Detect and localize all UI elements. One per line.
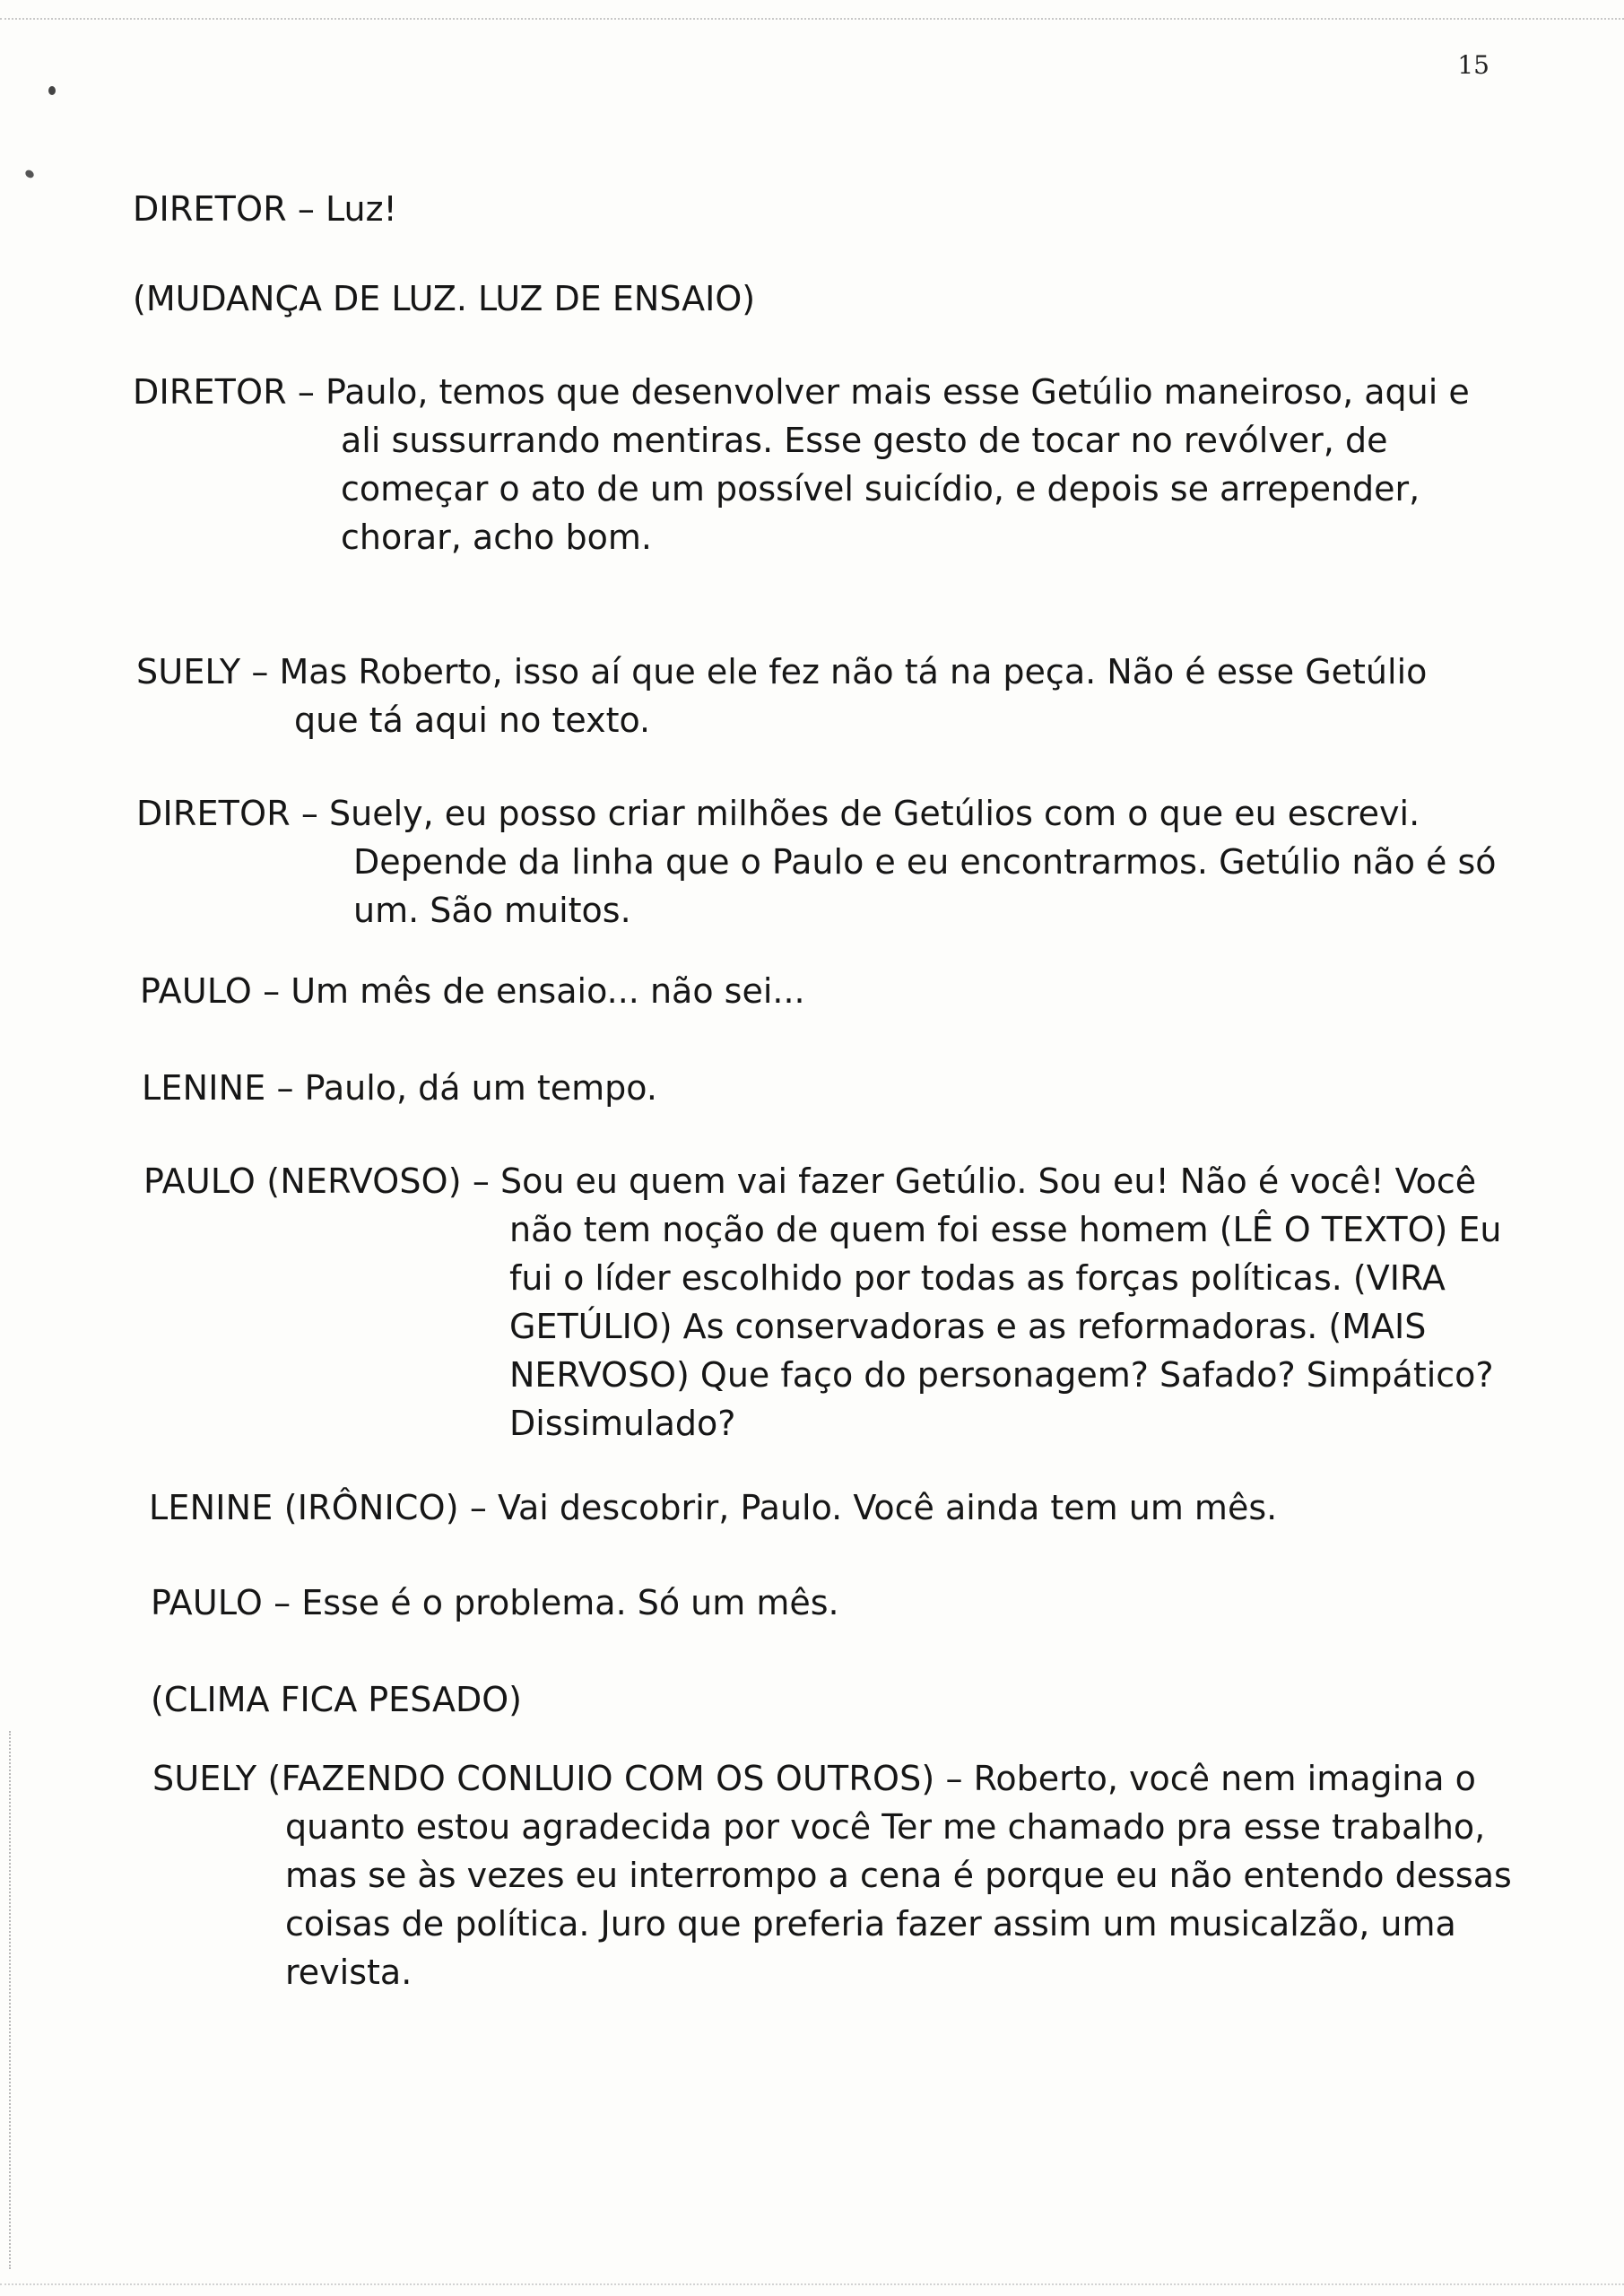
speaker-name: PAULO (NERVOSO) bbox=[143, 1161, 462, 1201]
stage-direction bbox=[133, 274, 755, 323]
stage-direction-line: (CLIMA FICA PESADO) bbox=[151, 1680, 523, 1719]
dialogue-line: Vai descobrir, Paulo. Você ainda tem um mês. bbox=[497, 1488, 1278, 1527]
dialogue-line: Suely, eu posso criar milhões de Getúlios com o que eu escrevi. bbox=[328, 794, 1420, 833]
scan-edge-left bbox=[9, 1731, 11, 2269]
speaker-name: SUELY bbox=[136, 652, 241, 691]
dialogue-line: Um mês de ensaio... não sei... bbox=[291, 971, 805, 1011]
scan-speck bbox=[24, 169, 36, 179]
dialogue-line: não tem noção de quem foi esse homem (LÊ O TEXTO) Eu bbox=[509, 1210, 1502, 1249]
dialogue-line: fui o líder escolhido por todas as forças políticas. (VIRA bbox=[509, 1258, 1446, 1298]
dialogue-block bbox=[140, 967, 805, 1015]
speaker-name: LENINE bbox=[142, 1068, 266, 1108]
dialogue-line: Luz! bbox=[325, 189, 397, 229]
dialogue-line: mas se às vezes eu interrompo a cena é porque eu não entendo dessas bbox=[285, 1856, 1512, 1895]
dialogue-block bbox=[133, 185, 397, 233]
dialogue-line: NERVOSO) Que faço do personagem? Safado? Simpático? bbox=[509, 1355, 1494, 1395]
dialogue-block bbox=[136, 789, 1497, 935]
stage-direction bbox=[151, 1675, 522, 1724]
speaker-dash: – bbox=[461, 1161, 500, 1201]
speaker-dash: – bbox=[240, 652, 280, 691]
dialogue-line: chorar, acho bom. bbox=[341, 517, 652, 557]
dialogue-line: que tá aqui no texto. bbox=[294, 700, 651, 740]
dialogue-block bbox=[133, 368, 1470, 561]
speaker-dash: – bbox=[265, 1068, 305, 1108]
speaker-name: DIRETOR bbox=[136, 794, 291, 833]
dialogue-line: Paulo, dá um tempo. bbox=[304, 1068, 657, 1108]
scan-edge-top bbox=[0, 18, 1624, 20]
dialogue-line: Roberto, você nem imagina o bbox=[973, 1759, 1476, 1798]
speaker-dash: – bbox=[263, 1583, 302, 1622]
dialogue-line: Mas Roberto, isso aí que ele fez não tá na peça. Não é esse Getúlio bbox=[279, 652, 1428, 691]
speaker-name: DIRETOR bbox=[133, 372, 287, 412]
dialogue-line: um. São muitos. bbox=[353, 891, 631, 930]
dialogue-line: Paulo, temos que desenvolver mais esse Getúlio maneiroso, aqui e bbox=[325, 372, 1470, 412]
dialogue-line: Sou eu quem vai fazer Getúlio. Sou eu! Não é você! Você bbox=[499, 1161, 1477, 1201]
speaker-dash: – bbox=[286, 189, 326, 229]
dialogue-block bbox=[142, 1064, 657, 1112]
dialogue-block bbox=[151, 1578, 839, 1627]
dialogue-line: ali sussurrando mentiras. Esse gesto de tocar no revólver, de bbox=[341, 421, 1388, 460]
dialogue-line: revista. bbox=[285, 1952, 413, 1992]
scan-edge-bottom bbox=[0, 2283, 1624, 2285]
page-number: 15 bbox=[1457, 50, 1489, 80]
speaker-dash: – bbox=[290, 794, 329, 833]
dialogue-block bbox=[149, 1483, 1277, 1532]
dialogue-line: GETÚLIO) As conservadoras e as reformadoras. (MAIS bbox=[509, 1307, 1427, 1346]
speaker-dash: – bbox=[934, 1759, 974, 1798]
speaker-name: PAULO bbox=[151, 1583, 264, 1622]
speaker-name: LENINE (IRÔNICO) bbox=[149, 1488, 459, 1527]
dialogue-block bbox=[143, 1157, 1501, 1448]
dialogue-line: Dissimulado? bbox=[509, 1404, 736, 1443]
dialogue-line: coisas de política. Juro que preferia fazer assim um musicalzão, uma bbox=[285, 1904, 1456, 1944]
speaker-name: SUELY (FAZENDO CONLUIO COM OS OUTROS) bbox=[152, 1759, 935, 1798]
dialogue-line: Esse é o problema. Só um mês. bbox=[301, 1583, 839, 1622]
speaker-dash: – bbox=[286, 372, 326, 412]
scan-speck bbox=[48, 86, 56, 95]
dialogue-block bbox=[152, 1754, 1512, 1996]
speaker-dash: – bbox=[252, 971, 291, 1011]
dialogue-line: Depende da linha que o Paulo e eu encontrarmos. Getúlio não é só bbox=[353, 842, 1497, 882]
speaker-name: PAULO bbox=[140, 971, 253, 1011]
stage-direction-line: (MUDANÇA DE LUZ. LUZ DE ENSAIO) bbox=[133, 279, 756, 318]
dialogue-line: começar o ato de um possível suicídio, e depois se arrepender, bbox=[341, 469, 1420, 509]
dialogue-line: quanto estou agradecida por você Ter me chamado pra esse trabalho, bbox=[285, 1807, 1486, 1847]
dialogue-block bbox=[136, 648, 1427, 744]
speaker-name: DIRETOR bbox=[133, 189, 287, 229]
speaker-dash: – bbox=[458, 1488, 498, 1527]
